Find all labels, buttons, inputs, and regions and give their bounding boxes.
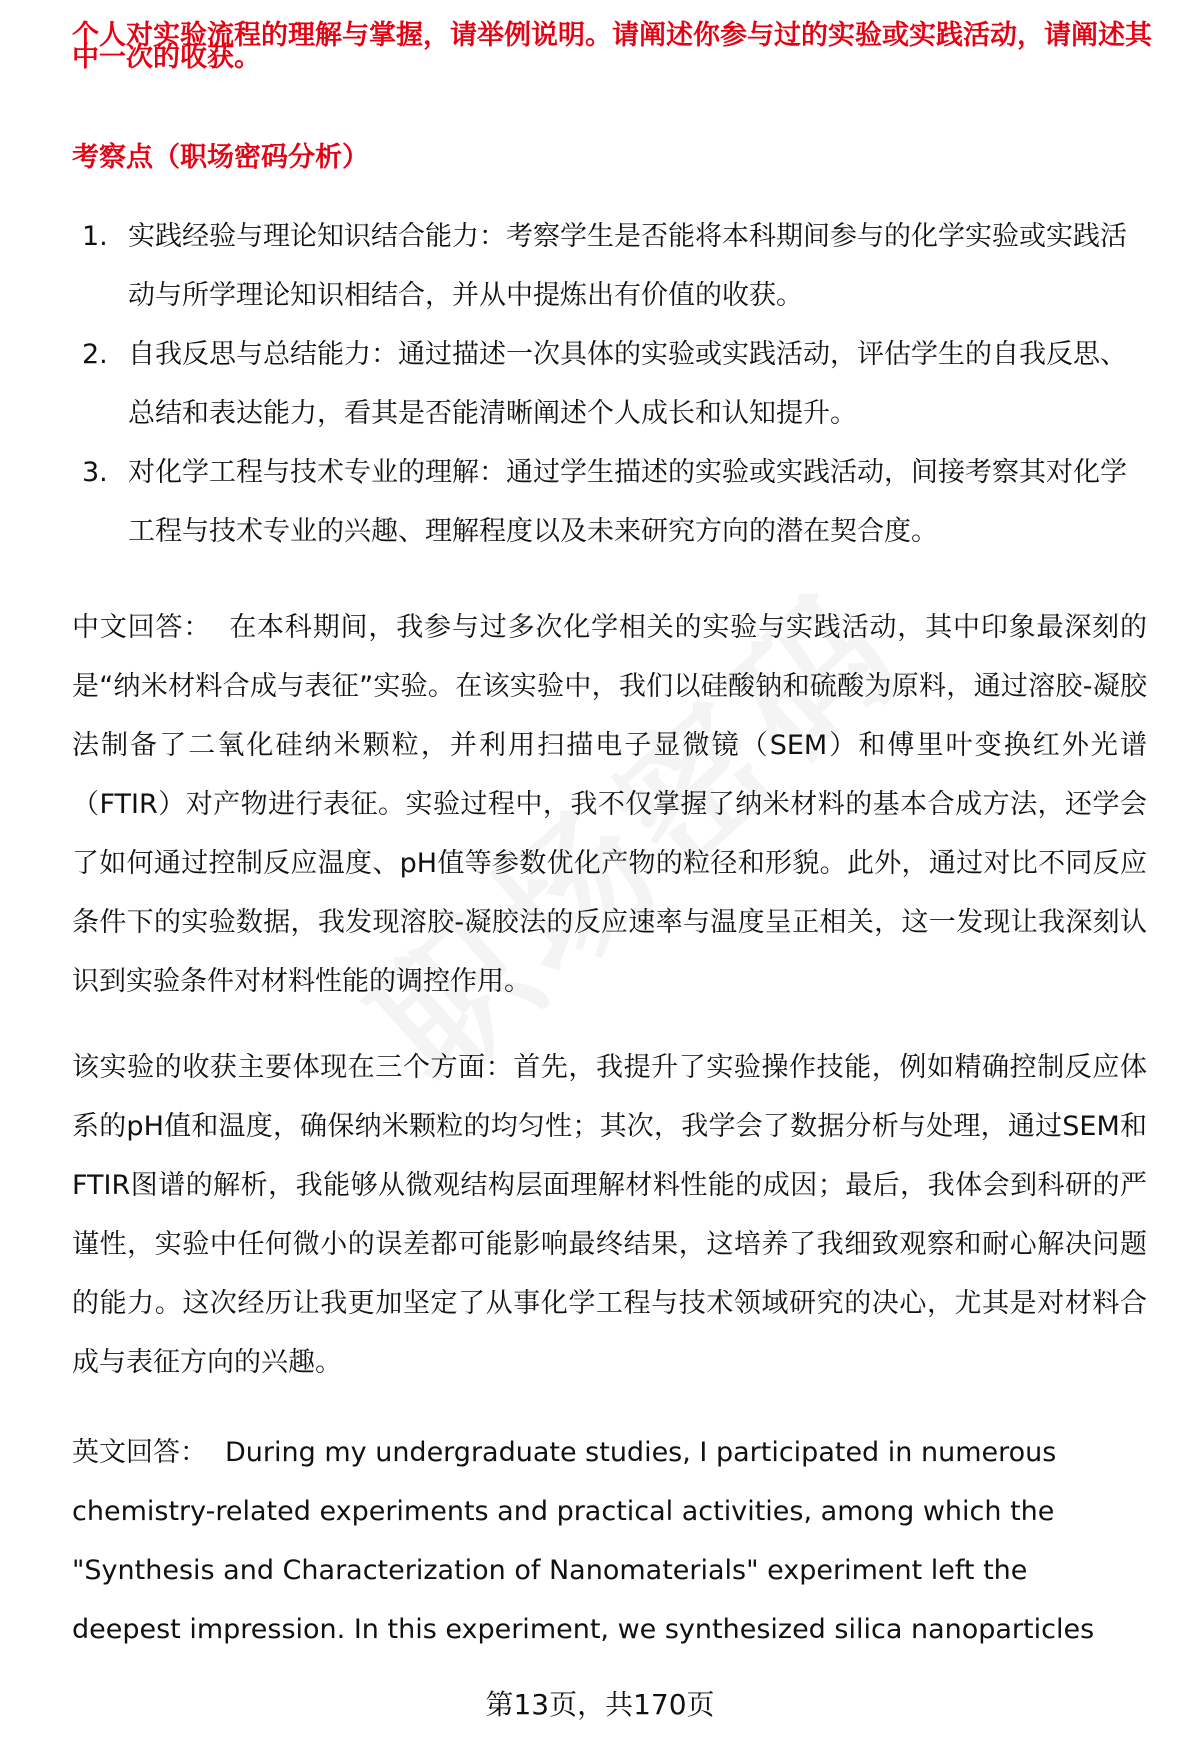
point-number: 2. [82, 339, 108, 370]
assessment-point [82, 325, 1142, 443]
english-answer-text: During my undergraduate studies, I participated in numerous chemistry-related experiments and practical activities, among which the "Synthesis and Characterization of Nanomaterials" experiment left the deepest impression. In this experiment, we synthesized silica nanoparticles [72, 1437, 1095, 1645]
cut-off-heading-visible-line: 中一次的收获。 [72, 42, 261, 73]
point-number: 3. [82, 457, 108, 488]
cut-off-heading-hidden-line: 个人对实验流程的理解与掌握，请举例说明。请阐述你参与过的实验或实践活动，请阐述其 [72, 20, 1152, 51]
assessment-point [82, 207, 1142, 325]
assessment-points-list [82, 207, 1142, 561]
assessment-point [82, 443, 1142, 561]
chinese-answer-paragraph [72, 598, 1147, 1011]
point-text: 对化学工程与技术专业的理解：通过学生描述的实验或实践活动，间接考察其对化学工程与技术专业的兴趣、理解程度以及未来研究方向的潜在契合度。 [128, 457, 1127, 547]
page-footer: 第13页，共170页 [485, 1688, 715, 1721]
english-answer-label: 英文回答： [72, 1437, 207, 1468]
point-text: 实践经验与理论知识结合能力：考察学生是否能将本科期间参与的化学实验或实践活动与所学理论知识相结合，并从中提炼出有价值的收获。 [128, 221, 1127, 311]
english-answer-paragraph [72, 1423, 1137, 1659]
chinese-answer-text: 在本科期间，我参与过多次化学相关的实验与实践活动，其中印象最深刻的是“纳米材料合成与表征”实验。在该实验中，我们以硅酸钠和硫酸为原料，通过溶胶-凝胶法制备了二氧化硅纳米颗粒，并利用扫描电子显微镜（SEM）和傅里叶变换红外光谱（FTIR）对产物进行表征。实验过程中，我不仅掌握了纳米材料的基本合成方法，还学会了如何通过控制反应温度、pH值等参数优化产物的粒径和形貌。此外，通过对比不同反应条件下的实验数据，我发现溶胶-凝胶法的反应速率与温度呈正相关，这一发现让我深刻认识到实验条件对材料性能的调控作用。 [72, 612, 1148, 997]
gain-paragraph: 该实验的收获主要体现在三个方面：首先，我提升了实验操作技能，例如精确控制反应体系的pH值和温度，确保纳米颗粒的均匀性；其次，我学会了数据分析与处理，通过SEM和FTIR图谱的解析，我能够从微观结构层面理解材料性能的成因；最后，我体会到科研的严谨性，实验中任何微小的误差都可能影响最终结果，这培养了我细致观察和耐心解决问题的能力。这次经历让我更加坚定了从事化学工程与技术领域研究的决心，尤其是对材料合成与表征方向的兴趣。 [72, 1052, 1147, 1378]
point-number: 1. [82, 221, 108, 252]
cut-off-heading [72, 20, 1152, 82]
point-text: 自我反思与总结能力：通过描述一次具体的实验或实践活动，评估学生的自我反思、总结和表达能力，看其是否能清晰阐述个人成长和认知提升。 [128, 339, 1127, 429]
section-title: 考察点（职场密码分析） [72, 142, 369, 173]
chinese-answer-label: 中文回答： [72, 612, 212, 643]
